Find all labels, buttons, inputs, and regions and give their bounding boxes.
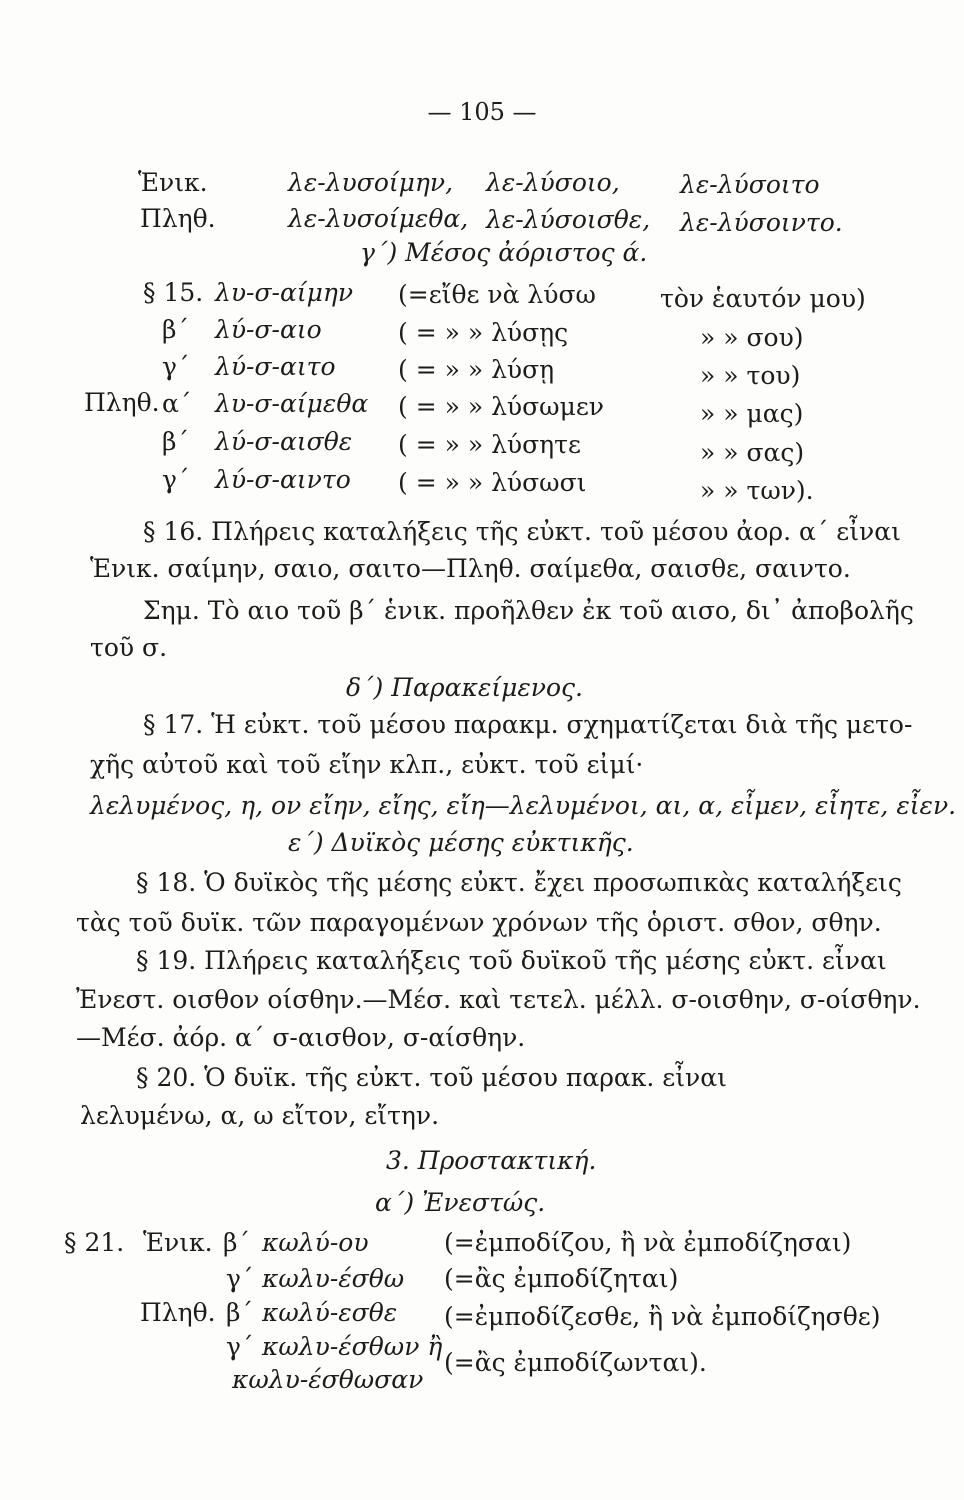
form-cell: κωλύ-εσθε xyxy=(262,1298,398,1327)
person-label: β΄ xyxy=(162,427,189,456)
form-cell: λυ-σ-αίμην xyxy=(215,278,354,307)
gloss-cell: ( = » » λύσωμεν xyxy=(398,392,604,421)
paragraph-line: § 20. Ὁ δυϊκ. τῆς εὐκτ. τοῦ μέσου παρακ. εἶναι xyxy=(136,1063,727,1092)
paragraph-line: —Μέσ. ἀόρ. α΄ σ-αισθον, σ-αίσθην. xyxy=(76,1023,526,1052)
person-label: γ΄ xyxy=(226,1332,254,1361)
gloss-cell: (=εἴθε νὰ λύσω xyxy=(398,280,596,309)
section-heading: ε΄) Δυϊκὸς μέσης εὐκτικῆς. xyxy=(288,828,634,857)
sing-label: Ἑνικ. xyxy=(143,1228,213,1257)
person-label: β΄ xyxy=(223,1228,250,1257)
pronoun-cell: » » σας) xyxy=(700,438,805,467)
paragraph-line: § 19. Πλήρεις καταλήξεις τοῦ δυϊκοῦ τῆς μέσης εὐκτ. εἶναι xyxy=(136,946,887,975)
person-label: γ΄ xyxy=(226,1264,254,1293)
form-cell: λυ-σ-αίμεθα xyxy=(215,389,369,418)
pronoun-cell: » » σου) xyxy=(700,323,804,352)
note-line: τοῦ σ. xyxy=(90,633,168,662)
pronoun-cell: » » του) xyxy=(700,361,801,390)
paragraph-line: Ἑνικ. σαίμην, σαιο, σαιτο—Πληθ. σαίμεθα, σαισθε, σαιντο. xyxy=(90,554,851,583)
paragraph-line: τὰς τοῦ δυϊκ. τῶν παραγομένων χρόνων τῆς ὁριστ. σθον, σθην. xyxy=(76,908,882,937)
form-cell: λε-λύσοιτο xyxy=(680,170,820,199)
form-cell: κωλύ-ου xyxy=(262,1228,369,1257)
section-heading: 3. Προστακτική. xyxy=(386,1146,597,1175)
paragraph-number: § 21. xyxy=(64,1228,125,1257)
form-cell: κωλυ-έσθων ἢ xyxy=(262,1332,443,1361)
form-cell: λύ-σ-αισθε xyxy=(215,427,353,456)
section-heading: α΄) Ἐνεστώς. xyxy=(375,1188,546,1217)
section-heading: γ΄) Μέσος ἀόριστος ά. xyxy=(360,238,648,267)
sing-label: Ἑνικ. xyxy=(138,168,208,197)
person-label: β΄ xyxy=(162,315,189,344)
gloss-cell: ( = » » λύσητε xyxy=(398,430,581,459)
gloss-cell: (=ἐμποδίζεσθε, ἢ νὰ ἐμποδίζησθε) xyxy=(444,1302,881,1331)
section-heading: δ΄) Παρακείμενος. xyxy=(346,673,583,702)
page-number: — 105 — xyxy=(427,98,537,126)
form-cell: λε-λύσοισθε, xyxy=(486,205,651,234)
form-cell: λύ-σ-αιτο xyxy=(215,352,336,381)
gloss-cell: (=ἂς ἐμποδίζωνται). xyxy=(444,1348,707,1377)
person-label: α΄ xyxy=(162,389,192,418)
form-cell: λύ-σ-αιο xyxy=(215,315,322,344)
gloss-cell: (=ἐμποδίζου, ἢ νὰ ἐμποδίζησαι) xyxy=(444,1228,852,1257)
plur-label: Πληθ. xyxy=(140,1298,216,1327)
form-cell: λύ-σ-αιντο xyxy=(215,465,351,494)
gloss-cell: ( = » » λύσῃ xyxy=(398,355,555,384)
paragraph-line: § 16. Πλήρεις καταλήξεις τῆς εὐκτ. τοῦ μέσου ἀορ. α΄ εἶναι xyxy=(143,517,901,546)
plur-label: Πληθ. xyxy=(84,388,160,417)
form-cell: λε-λύσοιντο. xyxy=(680,208,843,237)
form-cell: κωλυ-έσθωσαν xyxy=(232,1365,424,1394)
paragraph-line: χῆς αὐτοῦ καὶ τοῦ εἴην κλπ., εὐκτ. τοῦ εἰμί· xyxy=(90,750,644,779)
person-label: γ΄ xyxy=(162,352,190,381)
gloss-cell: (=ἂς ἐμποδίζηται) xyxy=(444,1264,679,1293)
paragraph-line: § 18. Ὁ δυϊκὸς τῆς μέσης εὐκτ. ἔχει προσωπικὰς καταλήξεις xyxy=(136,868,902,897)
person-label: β΄ xyxy=(226,1298,253,1327)
paragraph-line: Ἐνεστ. οισθον οίσθην.—Μέσ. καὶ τετελ. μέλλ. σ-οισθην, σ-οίσθην. xyxy=(76,985,921,1014)
paragraph-line: λελυμένω, α, ω εἴτον, εἴτην. xyxy=(80,1101,440,1130)
paragraph-line: λελυμένος, η, ον εἴην, εἴης, εἴη—λελυμένοι, αι, α, εἶμεν, εἶητε, εἶεν. xyxy=(90,791,957,820)
pronoun-cell: » » μας) xyxy=(700,399,804,428)
person-label: γ΄ xyxy=(162,465,190,494)
gloss-cell: ( = » » λύσωσι xyxy=(398,468,587,497)
form-cell: λε-λυσοίμεθα, xyxy=(288,204,469,233)
note-line: Σημ. Τὸ αιο τοῦ β΄ ἑνικ. προῆλθεν ἐκ τοῦ αισο, δι᾽ ἀποβολῆς xyxy=(143,596,914,625)
paragraph-line: § 17. Ἡ εὐκτ. τοῦ μέσου παρακμ. σχηματίζεται διὰ τῆς μετο- xyxy=(143,710,913,739)
paragraph-number: § 15. xyxy=(143,278,204,307)
plur-label: Πληθ. xyxy=(140,204,216,233)
gloss-cell: ( = » » λύσῃς xyxy=(398,318,569,347)
form-cell: λε-λυσοίμην, xyxy=(288,168,454,197)
pronoun-cell: » » των). xyxy=(700,476,814,505)
form-cell: κωλυ-έσθω xyxy=(262,1264,405,1293)
form-cell: λε-λύσοιο, xyxy=(486,168,620,197)
pronoun-cell: τὸν ἑαυτόν μου) xyxy=(660,284,866,313)
